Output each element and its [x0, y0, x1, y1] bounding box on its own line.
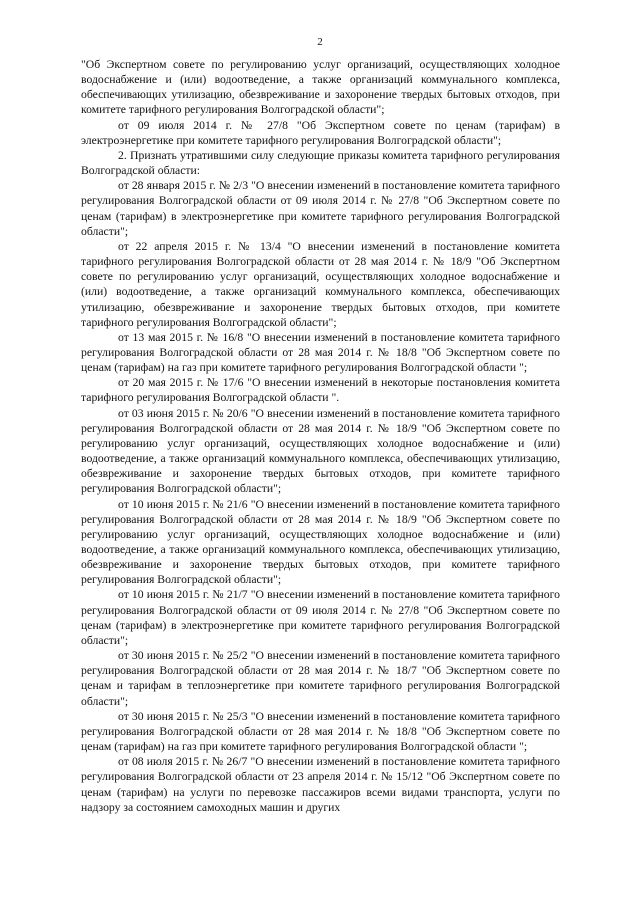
document-body — [81, 57, 560, 815]
paragraph: от 09 июля 2014 г. № 27/8 "Об Экспертном совете по ценам (тарифам) в электроэнергетике при комитете тарифного регулирования Волгоградской области"; — [81, 118, 560, 147]
paragraph: от 30 июня 2015 г. № 25/2 "О внесении изменений в постановление комитета тарифного регулирования Волгоградской области от 28 мая 2014 г. № 18/7 "Об Экспертном совете по ценам и тарифам в теплоэнергетике при комитете тарифного регулирования Волгоградской области"; — [81, 649, 560, 708]
page-number: 2 — [317, 36, 323, 48]
paragraph: от 03 июня 2015 г. № 20/6 "О внесении изменений в постановление комитета тарифного регулирования Волгоградской области от 28 мая 2014 г. № 18/9 "Об Экспертном совете по регулированию услуг организаций, осуществляющих холодное водоснабжение и (или) водоотведение, а также организаций коммунального комплекса, обеспечивающих утилизацию, обезвреживание и захоронение твердых бытовых отходов, при комитете тарифного регулирования Волгоградской области"; — [81, 406, 560, 496]
paragraph: 2. Признать утратившими силу следующие приказы комитета тарифного регулирования Волгоградской области: — [81, 148, 560, 178]
paragraph: от 28 января 2015 г. № 2/3 "О внесении изменений в постановление комитета тарифного регулирования Волгоградской области от 09 июля 2014 г. № 27/8 "Об Экспертном совете по ценам (тарифам) в электроэнергетике при комитете тарифного регулирования Волгоградской области"; — [81, 179, 560, 238]
paragraph: от 22 апреля 2015 г. № 13/4 "О внесении изменений в постановление комитета тарифного регулирования Волгоградской области от 28 мая 2014 г. № 18/9 "Об Экспертном совете по регулированию услуг организаций, осуществляющих холодное водоснабжение и (или) водоотведение, а также организаций коммунального комплекса, обеспечивающих утилизацию, обезвреживание и захоронение твердых бытовых отходов, при комитете тарифного регулирования Волгоградской области"; — [81, 239, 560, 329]
paragraph: от 08 июля 2015 г. № 26/7 "О внесении изменений в постановление комитета тарифного регулирования Волгоградской области от 23 апреля 2014 г. № 15/12 "Об Экспертном совете по ценам (тарифам) на услуги по перевозке пассажиров всеми видами транспорта, услуги по надзору за состоянием самоходных машин и других — [81, 755, 560, 814]
paragraph: от 13 мая 2015 г. № 16/8 "О внесении изменений в постановление комитета тарифного регулирования Волгоградской области от 28 мая 2014 г. № 18/8 "Об Экспертном совете по ценам (тарифам) на газ при комитете тарифного регулирования Волгоградской области "; — [81, 330, 560, 375]
paragraph: "Об Экспертном совете по регулированию услуг организаций, осуществляющих холодное водоснабжение и (или) водоотведение, а также организаций коммунального комплекса, обеспечивающих утилизацию, обезвреживание и захоронение твердых бытовых отходов, при комитете тарифного регулирования Волгоградской области"; — [81, 58, 560, 117]
paragraph: от 20 мая 2015 г. № 17/6 "О внесении изменений в некоторые постановления комитета тарифного регулирования Волгоградской области ". — [81, 376, 560, 405]
paragraph: от 10 июня 2015 г. № 21/7 "О внесении изменений в постановление комитета тарифного регулирования Волгоградской области от 09 июля 2014 г. № 27/8 "Об Экспертном совете по ценам (тарифам) в электроэнергетике при комитете тарифного регулирования Волгоградской области"; — [81, 588, 560, 647]
paragraph: от 10 июня 2015 г. № 21/6 "О внесении изменений в постановление комитета тарифного регулирования Волгоградской области от 28 мая 2014 г. № 18/9 "Об Экспертном совете по регулированию услуг организаций, осуществляющих холодное водоснабжение и (или) водоотведение, а также организаций коммунального комплекса, обеспечивающих утилизацию, обезвреживание и захоронение твердых бытовых отходов, при комитете тарифного регулирования Волгоградской области"; — [81, 497, 560, 587]
paragraph: от 30 июня 2015 г. № 25/3 "О внесении изменений в постановление комитета тарифного регулирования Волгоградской области от 28 мая 2014 г. № 18/8 "Об Экспертном совете по ценам (тарифам) на газ при комитете тарифного регулирования Волгоградской области "; — [81, 709, 560, 754]
